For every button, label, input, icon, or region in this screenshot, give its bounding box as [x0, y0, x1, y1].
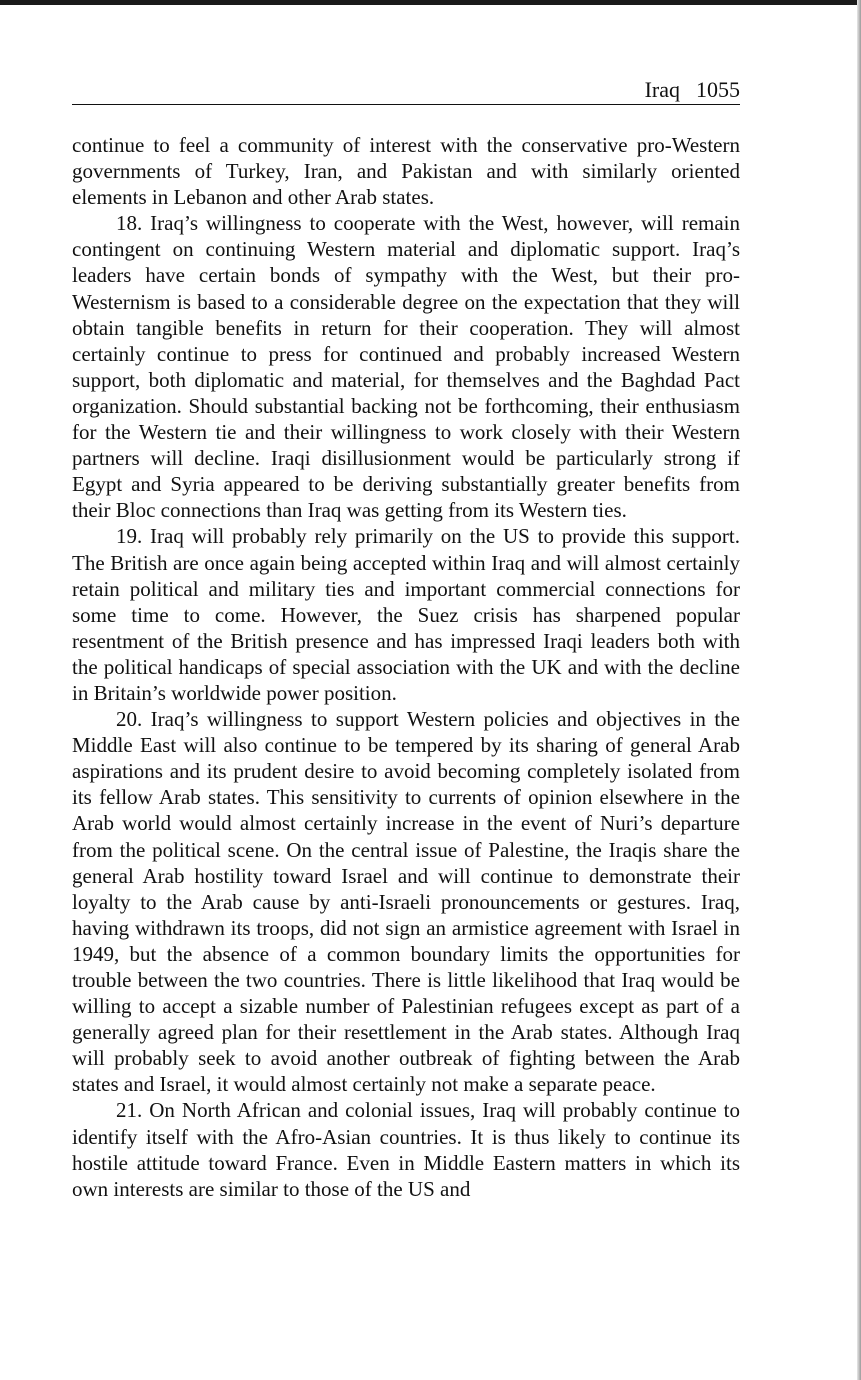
page-right-edge [857, 0, 861, 1380]
running-head [645, 76, 740, 104]
running-title: Iraq [644, 77, 680, 102]
page-number: 1055 [696, 77, 740, 102]
paragraph-20: 20. Iraq’s willingness to support Western policies and objectives in the Middle East will also continue to be tempered by its sharing of general Arab aspirations and its prudent desire to avoid becoming completely isolated from its fellow Arab states. This sensitivity to currents of opinion elsewhere in the Arab world would almost certainly increase in the event of Nuri’s departure from the political scene. On the central issue of Palestine, the Iraqis share the general Arab hostility toward Israel and will continue to demonstrate their loyalty to the Arab cause by anti-Israeli pronouncements or gestures. Iraq, having withdrawn its troops, did not sign an armistice agreement with Israel in 1949, but the absence of a common boundary limits the opportunities for trouble between the two countries. There is little likelihood that Iraq would be willing to accept a sizable number of Palestinian refugees except as part of a generally agreed plan for their resettlement in the Arab states. Although Iraq will probably seek to avoid another outbreak of fighting between the Arab states and Israel, it would almost certainly not make a separate peace. [72, 707, 740, 1097]
running-header [72, 76, 740, 105]
paragraph-21: 21. On North African and colonial issues, Iraq will probably continue to identify itself with the Afro-Asian countries. It is thus likely to continue its hostile attitude toward France. Even in Middle Eastern matters in which its own interests are similar to those of the US and [72, 1098, 740, 1201]
page-top-edge [0, 0, 861, 5]
paragraph-19: 19. Iraq will probably rely primarily on the US to provide this support. The British are once again being accepted within Iraq and will almost certainly retain political and military ties and important commercial connections for some time to come. However, the Suez crisis has sharpened popular resentment of the British presence and has impressed Iraqi leaders both with the political handicaps of special association with the UK and with the decline in Britain’s worldwide power position. [72, 524, 740, 705]
paragraph-18: 18. Iraq’s willingness to cooperate with the West, however, will remain contingent on continuing Western material and diplomatic support. Iraq’s leaders have certain bonds of sympathy with the West, but their pro-Westernism is based to a considerable degree on the expectation that they will obtain tangible benefits in return for their cooperation. They will almost certainly continue to press for continued and probably increased Western support, both diplomatic and material, for themselves and the Baghdad Pact organization. Should substantial backing not be forthcoming, their enthusiasm for the Western tie and their willingness to work closely with their Western partners will decline. Iraqi disillusionment would be particularly strong if Egypt and Syria appeared to be deriving substantially greater benefits from their Bloc connections than Iraq was getting from its Western ties. [72, 211, 740, 523]
paragraph-continuation: continue to feel a community of interest with the conservative pro-Western governments of Turkey, Iran, and Pakistan and with similarly oriented elements in Lebanon and other Arab states. [72, 133, 740, 210]
page-body [72, 132, 740, 1202]
